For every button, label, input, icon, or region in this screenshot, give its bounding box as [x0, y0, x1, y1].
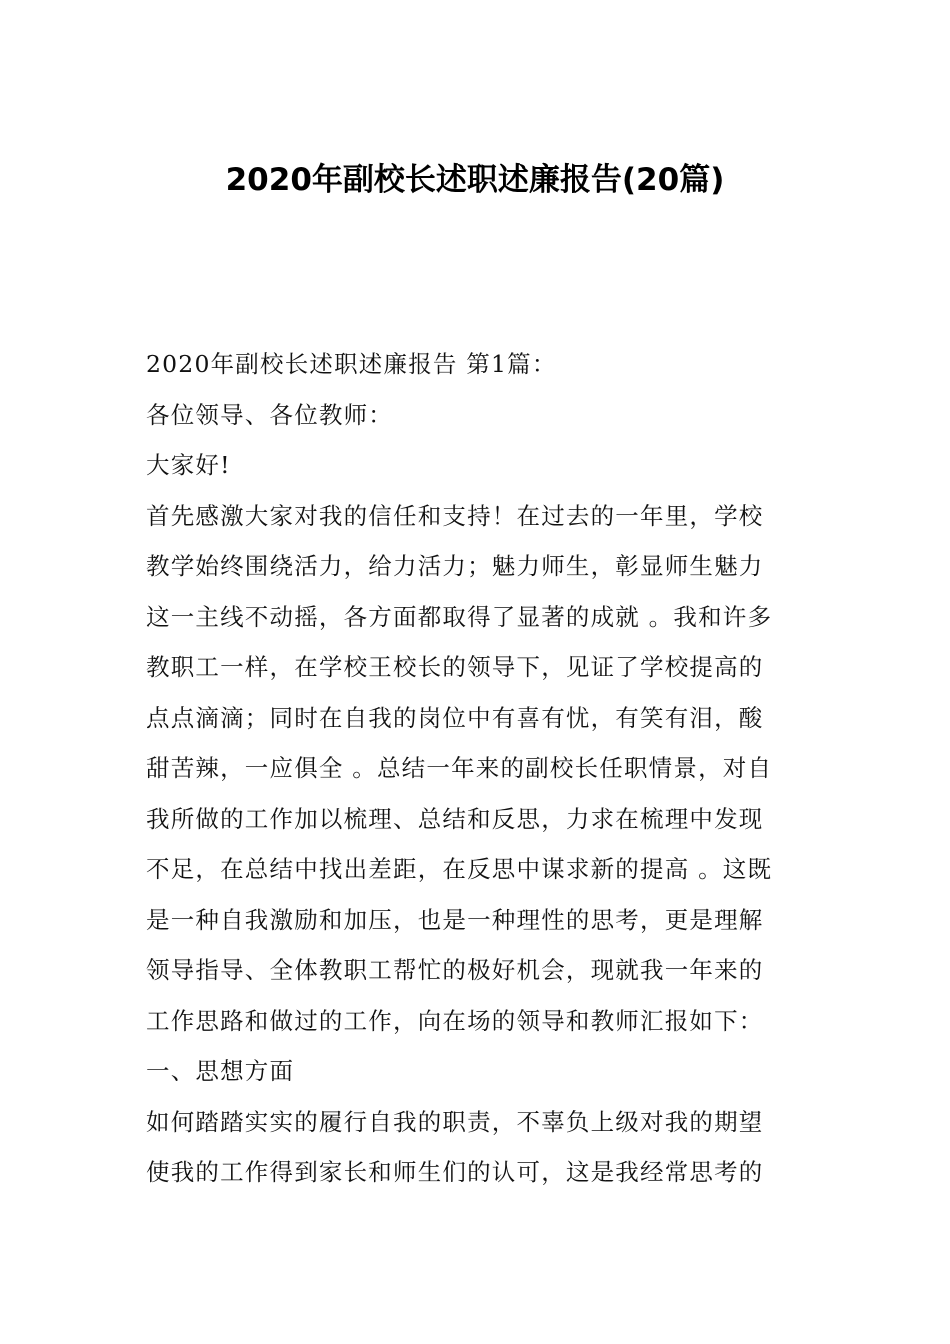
body-line: 工作思路和做过的工作，向在场的领导和教师汇报如下：	[146, 1006, 764, 1035]
body-line: 各位领导、各位教师：	[146, 400, 393, 429]
body-line: 我所做的工作加以梳理、总结和反思，力求在梳理中发现	[146, 804, 764, 833]
body-line: 是一种自我激励和加压，也是一种理性的思考，更是理解	[146, 905, 764, 934]
body-line: 使我的工作得到家长和师生们的认可，这是我经常思考的	[146, 1158, 764, 1186]
body-line: 甜苦辣，一应俱全 。总结一年来的副校长任职情景，对自	[146, 754, 773, 782]
body-line: 不足，在总结中找出差距，在反思中谋求新的提高 。这既	[146, 855, 773, 883]
body-line: 这一主线不动摇，各方面都取得了显著的成就 。我和许多	[146, 602, 773, 631]
body-line: 点点滴滴；同时在自我的岗位中有喜有忧，有笑有泪，酸	[146, 703, 764, 732]
body-line: 如何踏踏实实的履行自我的职责，不辜负上级对我的期望	[146, 1107, 764, 1136]
document-body	[146, 339, 808, 1198]
body-line: 首先感激大家对我的信任和支持！在过去的一年里，学校	[146, 501, 764, 530]
body-line: 教学始终围绕活力，给力活力；魅力师生，彰显师生魅力	[146, 552, 764, 580]
section-heading: 一、思想方面	[146, 1057, 295, 1085]
body-line: 2020年副校长述职述廉报告 第1篇：	[146, 350, 557, 378]
body-line: 大家好!	[146, 451, 231, 479]
document-title: 2020年副校长述职述廉报告(20篇)	[225, 162, 725, 198]
body-line: 教职工一样，在学校王校长的领导下，见证了学校提高的	[146, 653, 764, 681]
body-line: 领导指导、全体教职工帮忙的极好机会，现就我一年来的	[146, 956, 764, 984]
